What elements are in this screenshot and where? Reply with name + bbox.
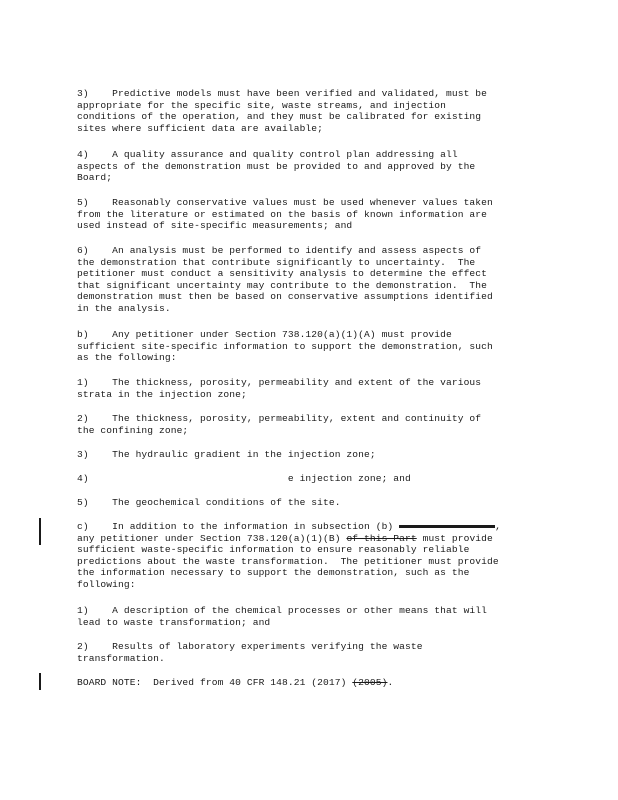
paragraph-b2: 2) The thickness, porosity, permeability, extent and continuity of the confining zone;: [77, 413, 482, 436]
paragraph-a6: 6) An analysis must be performed to identify and assess aspects of the demonstration that contribute significantly to uncertainty. The petitioner must conduct a sensitivity analysis to determine the effect that significant uncertainty may contribute to the demonstration. The demonstration must then be based on conservative assumptions identified in the analysis.: [77, 245, 493, 314]
paragraph-c2: 2) Results of laboratory experiments verifying the waste transformation.: [77, 641, 423, 664]
paragraph-c-text: must provide: [416, 532, 493, 544]
paragraph-c-text: ,: [495, 521, 502, 532]
paragraph-a5: 5) Reasonably conservative values must be used whenever values taken from the literature or estimated on the basis of known information are used instead of site-specific measurements; and: [77, 197, 493, 232]
board-note-text: BOARD NOTE: Derived from 40 CFR 148.21 (2017): [77, 677, 353, 688]
struck-text: of this Part: [346, 532, 417, 544]
paragraph-c-text: c) In addition to the information in subsection (b): [77, 521, 400, 532]
paragraph-c1: 1) A description of the chemical processes or other means that will lead to waste transformation; and: [77, 605, 488, 628]
paragraph-b4: 4) e injection zone; and: [77, 473, 411, 484]
board-note: [77, 677, 527, 689]
paragraph-b: b) Any petitioner under Section 738.120(a)(1)(A) must provide sufficient site-specific information to support the demonstration, such as the following:: [77, 329, 493, 364]
paragraph-c-text: sufficient waste-specific information to ensure reasonably reliable predictions about the waste transformation. The petitioner must provide the information necessary to support the demonstration, such as the following:: [77, 544, 499, 590]
paragraph-b1: 1) The thickness, porosity, permeability and extent of the various strata in the injection zone;: [77, 377, 482, 400]
revision-margin-bar: [39, 518, 41, 545]
struck-text: (2005): [352, 677, 388, 688]
redacted-text: [399, 525, 495, 528]
paragraph-c: [77, 521, 527, 591]
revision-margin-bar: [39, 673, 41, 690]
paragraph-b3: 3) The hydraulic gradient in the injection zone;: [77, 449, 376, 460]
paragraph-b5: 5) The geochemical conditions of the site.: [77, 497, 341, 508]
paragraph-c-text: any petitioner under Section 738.120(a)(1)(B): [77, 532, 341, 544]
paragraph-a4: 4) A quality assurance and quality control plan addressing all aspects of the demonstration must be provided to and approved by the Board;: [77, 149, 476, 184]
paragraph-a3: 3) Predictive models must have been verified and validated, must be appropriate for the specific site, waste streams, and injection conditions of the operation, and they must be calibrated for existing sites where sufficient data are available;: [77, 88, 488, 134]
board-note-text: .: [387, 677, 394, 688]
